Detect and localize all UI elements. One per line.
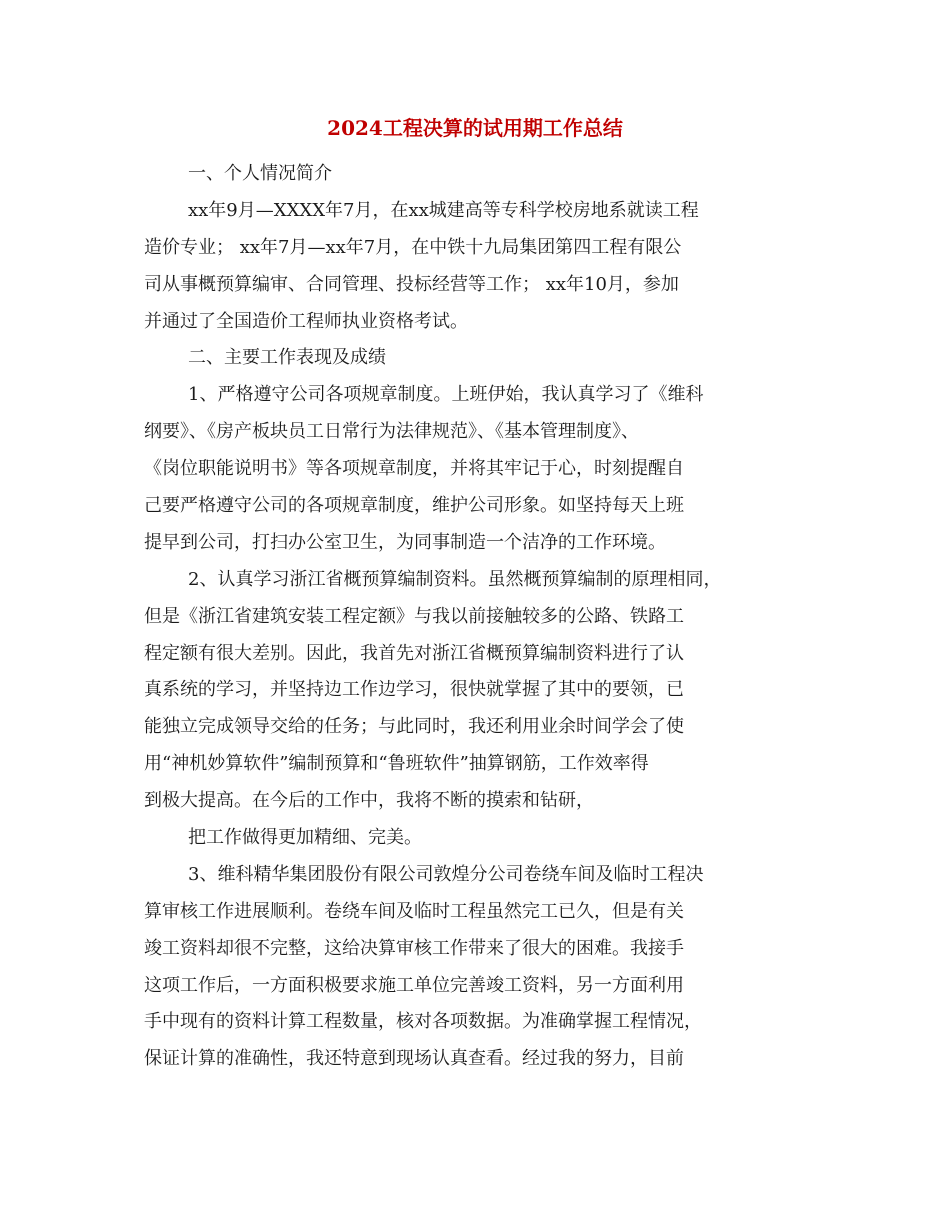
paragraph-line: 3、维科精华集团股份有限公司敦煌分公司卷绕车间及临时工程决	[188, 863, 704, 885]
paragraph-line: 竣工资料却很不完整，这给决算审核工作带来了很大的困难。我接手	[144, 937, 684, 959]
section-heading: 二、主要工作表现及成绩	[188, 347, 386, 369]
paragraph-line: 手中现有的资料计算工程数量，核对各项数据。为准确掌握工程情况，	[144, 1011, 702, 1033]
paragraph-line: 《岗位职能说明书》等各项规章制度，并将其牢记于心，时刻提醒自	[144, 458, 684, 480]
paragraph-line: 司从事概预算编审、合同管理、投标经营等工作； xx年10月，参加	[144, 273, 679, 295]
paragraph-line: 保证计算的准确性，我还特意到现场认真查看。经过我的努力，目前	[144, 1048, 684, 1070]
document-body	[144, 156, 824, 1078]
paragraph-line: 己要严格遵守公司的各项规章制度，维护公司形象。如坚持每天上班	[144, 495, 684, 517]
paragraph-line: 造价专业； xx年7月—xx年7月，在中铁十九局集团第四工程有限公	[144, 236, 682, 258]
paragraph-line: 真系统的学习，并坚持边工作边学习，很快就掌握了其中的要领，已	[144, 679, 684, 701]
paragraph-line: 但是《浙江省建筑安装工程定额》与我以前接触较多的公路、铁路工	[144, 605, 684, 627]
paragraph-line: 把工作做得更加精细、完美。	[188, 827, 422, 849]
paragraph-line: 算审核工作进展顺利。卷绕车间及临时工程虽然完工已久，但是有关	[144, 900, 684, 922]
paragraph-line: 这项工作后，一方面积极要求施工单位完善竣工资料，另一方面利用	[144, 974, 684, 996]
section-heading: 一、个人情况简介	[188, 163, 332, 184]
paragraph-line: 并通过了全国造价工程师执业资格考试。	[144, 310, 468, 332]
document-title: 2024工程决算的试用期工作总结	[327, 116, 623, 140]
paragraph-line: 1、严格遵守公司各项规章制度。上班伊始，我认真学习了《维科	[188, 384, 704, 406]
paragraph-line: 到极大提高。在今后的工作中，我将不断的摸索和钻研，	[144, 790, 594, 812]
paragraph-line: 2、认真学习浙江省概预算编制资料。虽然概预算编制的原理相同，	[188, 568, 722, 590]
paragraph-line: 提早到公司，打扫办公室卫生，为同事制造一个洁净的工作环境。	[144, 531, 666, 553]
paragraph-line: 纲要》、《房产板块员工日常行为法律规范》、《基本管理制度》、	[144, 421, 639, 443]
paragraph-line: xx年9月—XXXX年7月，在xx城建高等专科学校房地系就读工程	[188, 199, 699, 221]
paragraph-line: 用“神机妙算软件”编制预算和“鲁班软件”抽算钢筋，工作效率得	[144, 753, 649, 775]
paragraph-line: 能独立完成领导交给的任务；与此同时，我还利用业余时间学会了使	[144, 716, 684, 738]
paragraph-line: 程定额有很大差别。因此，我首先对浙江省概预算编制资料进行了认	[144, 642, 684, 664]
